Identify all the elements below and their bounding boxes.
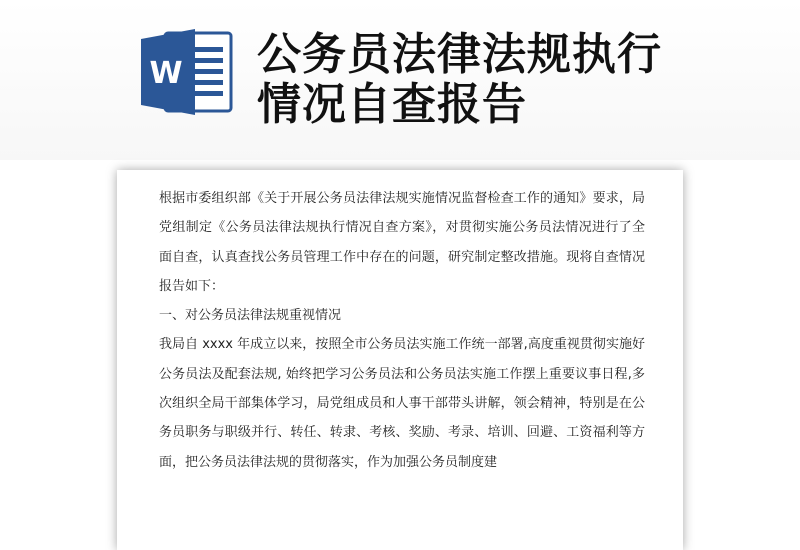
document-body <box>159 184 645 477</box>
section-heading: 一、对公务员法律法规重视情况 <box>159 308 342 324</box>
word-icon-letter: W <box>149 56 183 91</box>
document-page <box>117 170 683 550</box>
word-document-icon <box>139 27 235 117</box>
paragraph-body: 我局自 xxxx 年成立以来，按照全市公务员法实施工作统一部署,高度重视贯彻实施好公务员法及配套法规, 始终把学习公务员法和公务员法实施工作摆上重要议事日程,多次组织全局干部集体学习，局党组成员和人事干部带头讲解，领会精神，特别是在公务员职务与职级并行、转任、转隶、考核、奖励、考录、培训、回避、工资福利等方面，把公务员法律法规的贯彻落实，作为加强公务员制度建 <box>159 337 645 470</box>
title-line-1: 公务员法律法规执行 <box>257 29 662 80</box>
paragraph-intro: 根据市委组织部《关于开展公务员法律法规实施情况监督检查工作的通知》要求，局党组制定《公务员法律法规执行情况自查方案》，对贯彻实施公务员法情况进行了全面自查，认真查找公务员管理工作中存在的问题，研究制定整改措施。现将自查情况报告如下： <box>159 191 645 294</box>
title-line-2: 情况自查报告 <box>257 79 527 130</box>
document-title <box>257 30 777 130</box>
